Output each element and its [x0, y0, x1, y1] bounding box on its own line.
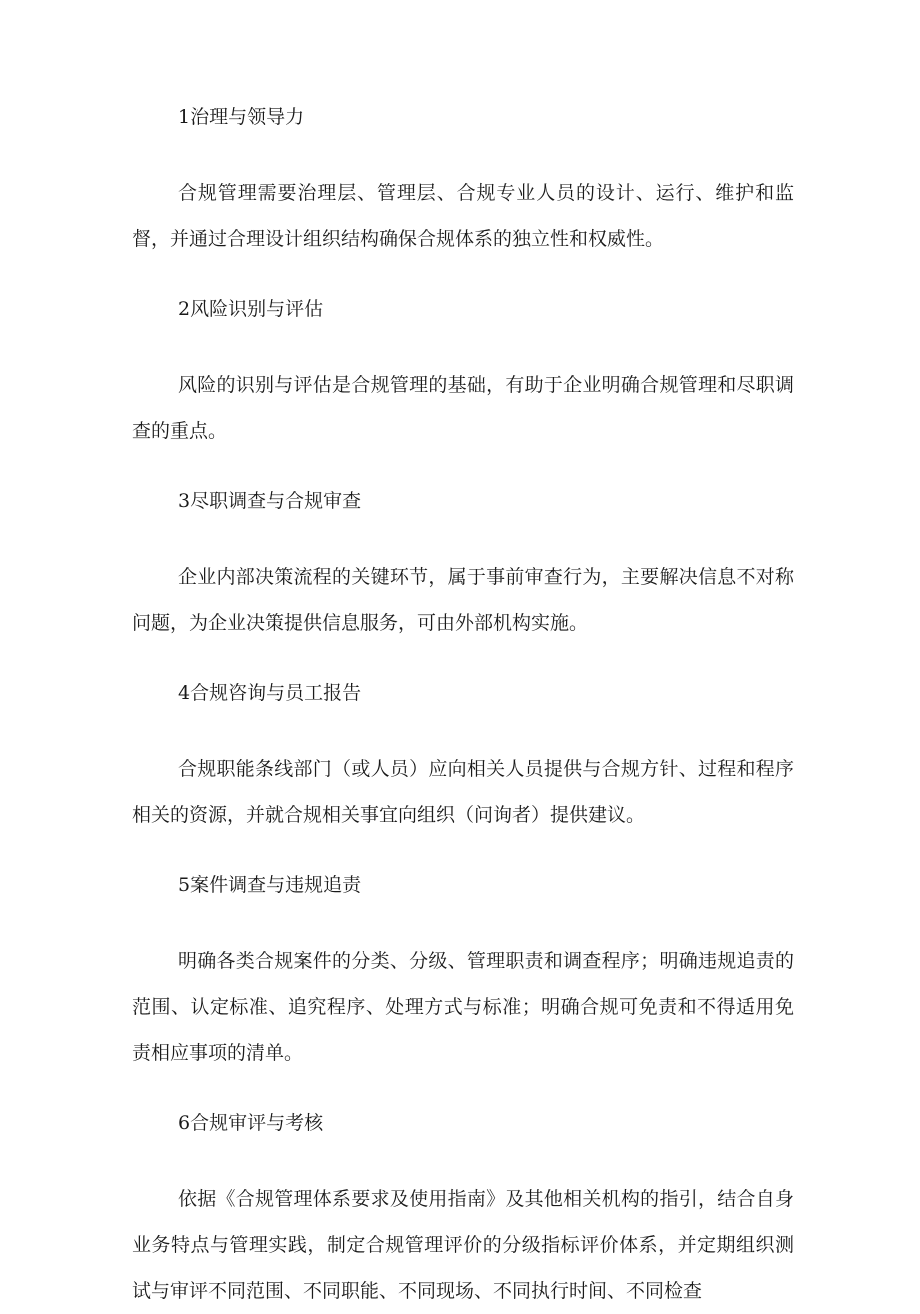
- section-paragraph-6: 依据《合规管理体系要求及使用指南》及其他相关机构的指引，结合自身业务特点与管理实践，制定合规管理评价的分级指标评价体系，并定期组织测试与审评不同范围、不同职能、不同现场、不同执行时间、不同检查: [132, 1188, 794, 1302]
- section-heading-5: 5案件调查与违规追责: [178, 874, 362, 896]
- section-heading-4: 4合规咨询与员工报告: [178, 682, 362, 704]
- section-heading-2: 2风险识别与评估: [178, 298, 324, 320]
- section-heading-6: 6合规审评与考核: [178, 1112, 324, 1134]
- section-paragraph-2: 风险的识别与评估是合规管理的基础，有助于企业明确合规管理和尽职调查的重点。: [132, 374, 794, 442]
- section-heading-1: 1治理与领导力: [178, 106, 305, 128]
- section-paragraph-5: 明确各类合规案件的分类、分级、管理职责和调查程序；明确违规追责的范围、认定标准、追究程序、处理方式与标准；明确合规可免责和不得适用免责相应事项的清单。: [132, 950, 794, 1064]
- document-body: [132, 94, 794, 1314]
- section-heading-3: 3尽职调查与合规审查: [178, 490, 362, 512]
- section-paragraph-4: 合规职能条线部门（或人员）应向相关人员提供与合规方针、过程和程序相关的资源，并就合规相关事宜向组织（问询者）提供建议。: [132, 758, 794, 826]
- section-paragraph-1: 合规管理需要治理层、管理层、合规专业人员的设计、运行、维护和监督，并通过合理设计组织结构确保合规体系的独立性和权威性。: [132, 182, 794, 250]
- section-paragraph-3: 企业内部决策流程的关键环节，属于事前审查行为，主要解决信息不对称问题，为企业决策提供信息服务，可由外部机构实施。: [132, 566, 794, 634]
